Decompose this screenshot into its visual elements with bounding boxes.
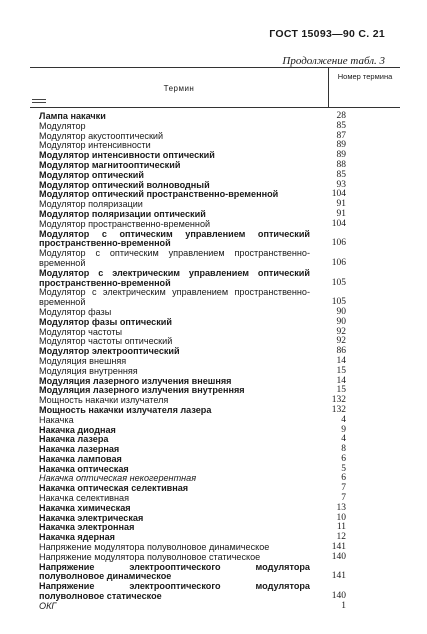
term-text: ОКГ	[39, 601, 57, 611]
table-row	[0, 514, 427, 524]
term-number: 6	[341, 453, 346, 464]
term-number: 85	[336, 169, 346, 180]
term-text: Напряжение модулятора полуволновое динамическое	[39, 543, 270, 553]
term-text: Мощность накачки излучателя	[39, 396, 169, 406]
table-row	[0, 523, 427, 533]
term-number: 132	[331, 404, 346, 415]
term-number: 15	[336, 385, 346, 396]
term-number: 14	[336, 375, 346, 386]
term-number: 87	[336, 130, 346, 141]
term-text: Модулятор интенсивности	[39, 141, 151, 151]
term-number: 140	[331, 591, 346, 602]
table-row	[0, 386, 427, 396]
table-row	[0, 582, 427, 602]
column-header-term: Термин	[163, 84, 195, 93]
term-number: 9	[341, 424, 346, 435]
term-text: Напряжение электрооптического модулятора полуволновое статическое	[39, 581, 310, 602]
table-row	[0, 112, 427, 122]
table-row	[0, 396, 427, 406]
term-text: Модуляция лазерного излучения внутренняя	[39, 386, 245, 396]
table-row	[0, 337, 427, 347]
term-number: 4	[341, 434, 346, 445]
table-row	[0, 416, 427, 426]
term-text: Накачка диодная	[39, 425, 116, 435]
term-text: Модулятор фазы	[39, 307, 112, 317]
table-row	[0, 533, 427, 543]
term-text: Накачка лазерная	[39, 445, 120, 455]
table-row	[0, 171, 427, 181]
table-row	[0, 445, 427, 455]
table-row	[0, 474, 427, 484]
table-row	[0, 190, 427, 200]
table-row	[0, 543, 427, 553]
row-marker	[32, 99, 46, 100]
table-row	[0, 406, 427, 416]
term-text: Модулятор поляризации оптический	[39, 209, 206, 219]
term-text: Мощность накачки излучателя лазера	[39, 405, 212, 415]
term-text: Накачка лазера	[39, 435, 109, 445]
term-number: 141	[331, 542, 346, 553]
term-text: Модулятор поляризации	[39, 200, 143, 210]
term-number: 106	[331, 257, 346, 268]
term-number: 91	[336, 199, 346, 210]
term-text: Накачка электронная	[39, 523, 135, 533]
term-number: 92	[336, 326, 346, 337]
term-number: 104	[331, 189, 346, 200]
term-number: 92	[336, 336, 346, 347]
term-number: 6	[341, 473, 346, 484]
column-header-number: Номер термина	[337, 72, 393, 81]
term-text: Модуляция внутренняя	[39, 366, 138, 376]
term-number: 5	[341, 463, 346, 474]
table-row	[0, 357, 427, 367]
term-text: Модулятор	[39, 121, 86, 131]
table-row	[0, 249, 427, 269]
term-text: Модулятор частоты	[39, 327, 123, 337]
table-row	[0, 308, 427, 318]
term-text: Модулятор с электрическим управлением оптический пространственно-временной	[39, 267, 310, 288]
table-row	[0, 563, 427, 583]
term-number: 85	[336, 120, 346, 131]
table-row	[0, 122, 427, 132]
table-row	[0, 367, 427, 377]
page-header: ГОСТ 15093—90 С. 21	[269, 28, 385, 40]
row-marker	[32, 102, 46, 103]
table-row	[0, 132, 427, 142]
term-text: Модулятор частоты оптический	[39, 337, 173, 347]
term-number: 140	[331, 551, 346, 562]
term-text: Модулятор пространственно-временной	[39, 219, 211, 229]
table-row	[0, 377, 427, 387]
table-row	[0, 435, 427, 445]
term-text: Модулятор оптический	[39, 170, 144, 180]
term-text: Модулятор с электрическим управлением пространственно-временной	[39, 287, 310, 308]
term-number: 141	[331, 571, 346, 582]
term-text: Модулятор с оптическим управлением оптический пространственно-временной	[39, 228, 310, 249]
term-number: 90	[336, 306, 346, 317]
table-row	[0, 269, 427, 289]
term-number: 132	[331, 395, 346, 406]
term-text: Модулятор акустооптический	[39, 131, 164, 141]
term-text: Лампа накачки	[39, 112, 106, 121]
term-number: 91	[336, 208, 346, 219]
term-number: 4	[341, 414, 346, 425]
table-row	[0, 318, 427, 328]
table-row	[0, 288, 427, 308]
table-row	[0, 151, 427, 161]
term-text: Накачка ламповая	[39, 454, 122, 464]
term-number: 89	[336, 150, 346, 161]
term-number: 104	[331, 218, 346, 229]
term-number: 10	[336, 512, 346, 523]
term-text: Напряжение модулятора полуволновое статическое	[39, 552, 261, 562]
term-number: 1	[341, 600, 346, 611]
table-row	[0, 210, 427, 220]
term-number: 8	[341, 444, 346, 455]
table-row	[0, 455, 427, 465]
table-continuation-label: Продолжение табл. 3	[282, 55, 385, 67]
term-number: 105	[331, 277, 346, 288]
table-row	[0, 602, 427, 612]
term-text: Модулятор оптический волноводный	[39, 180, 210, 190]
term-text: Накачка	[39, 415, 74, 425]
table-row	[0, 494, 427, 504]
table-row	[0, 484, 427, 494]
term-text: Накачка химическая	[39, 503, 131, 513]
term-number: 12	[336, 532, 346, 543]
term-text: Модулятор оптический пространственно-временной	[39, 190, 279, 200]
table-row	[0, 230, 427, 250]
term-text: Накачка оптическая	[39, 464, 129, 474]
term-text: Модулятор фазы оптический	[39, 317, 172, 327]
table-top-rule	[30, 67, 400, 68]
term-number: 88	[336, 159, 346, 170]
term-text: Напряжение электрооптического модулятора полуволновое динамическое	[39, 561, 310, 582]
term-text: Модуляция внешняя	[39, 356, 127, 366]
table-row	[0, 141, 427, 151]
term-text: Накачка селективная	[39, 494, 129, 504]
term-text: Накачка ядерная	[39, 533, 115, 543]
table-row	[0, 465, 427, 475]
term-number: 90	[336, 316, 346, 327]
term-text: Модулятор магнитооптический	[39, 160, 181, 170]
term-number: 86	[336, 346, 346, 357]
term-text: Модулятор электрооптический	[39, 347, 180, 357]
term-number: 7	[341, 483, 346, 494]
term-text: Модуляция лазерного излучения внешняя	[39, 376, 232, 386]
term-text: Модулятор интенсивности оптический	[39, 151, 215, 161]
term-number: 14	[336, 355, 346, 366]
term-number: 105	[331, 297, 346, 308]
term-number: 13	[336, 502, 346, 513]
table-row	[0, 426, 427, 436]
term-number: 89	[336, 140, 346, 151]
table-row	[0, 181, 427, 191]
term-number: 11	[336, 522, 346, 533]
term-text: Накачка оптическая некогерентная	[39, 474, 197, 484]
term-number: 15	[336, 365, 346, 376]
table-header-rule	[30, 107, 400, 108]
table-row	[0, 328, 427, 338]
table-row	[0, 504, 427, 514]
term-number: 28	[336, 111, 346, 121]
term-number: 7	[341, 493, 346, 504]
table-row	[0, 200, 427, 210]
term-number: 106	[331, 238, 346, 249]
term-number: 93	[336, 179, 346, 190]
table-row	[0, 347, 427, 357]
term-index-list	[0, 112, 427, 612]
table-row	[0, 161, 427, 171]
term-text: Модулятор с оптическим управлением пространственно-временной	[39, 248, 310, 268]
term-text: Накачка оптическая селективная	[39, 484, 189, 494]
term-text: Накачка электрическая	[39, 513, 144, 523]
